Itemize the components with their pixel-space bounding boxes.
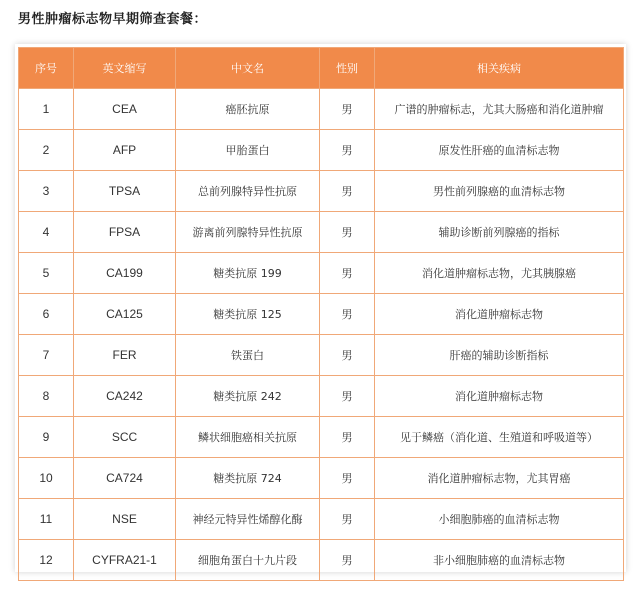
row-gender: 男 xyxy=(320,540,375,581)
marker-table xyxy=(18,47,624,581)
table-row xyxy=(19,335,624,376)
row-chinese-name: 癌胚抗原 xyxy=(176,89,320,130)
row-gender: 男 xyxy=(320,458,375,499)
row-chinese-name: 游离前列腺特异性抗原 xyxy=(176,212,320,253)
row-index: 2 xyxy=(19,130,74,171)
table-row xyxy=(19,540,624,581)
row-index: 3 xyxy=(19,171,74,212)
row-abbreviation: AFP xyxy=(74,130,176,171)
table-row xyxy=(19,417,624,458)
row-related-disease: 消化道肿瘤标志物，尤其胰腺癌 xyxy=(375,253,624,294)
row-index: 1 xyxy=(19,89,74,130)
header-abbreviation: 英文缩写 xyxy=(74,48,176,89)
row-related-disease: 广谱的肿瘤标志，尤其大肠癌和消化道肿瘤 xyxy=(375,89,624,130)
row-chinese-name: 糖类抗原 125 xyxy=(176,294,320,335)
table-row xyxy=(19,89,624,130)
table-row xyxy=(19,171,624,212)
table-row xyxy=(19,458,624,499)
row-chinese-name: 总前列腺特异性抗原 xyxy=(176,171,320,212)
row-chinese-name: 糖类抗原 724 xyxy=(176,458,320,499)
row-abbreviation: CA199 xyxy=(74,253,176,294)
row-related-disease: 肝癌的辅助诊断指标 xyxy=(375,335,624,376)
row-gender: 男 xyxy=(320,130,375,171)
table-row xyxy=(19,130,624,171)
row-abbreviation: CYFRA21-1 xyxy=(74,540,176,581)
header-gender: 性别 xyxy=(320,48,375,89)
row-chinese-name: 鳞状细胞癌相关抗原 xyxy=(176,417,320,458)
row-abbreviation: CA242 xyxy=(74,376,176,417)
row-index: 8 xyxy=(19,376,74,417)
row-abbreviation: FER xyxy=(74,335,176,376)
row-related-disease: 小细胞肺癌的血清标志物 xyxy=(375,499,624,540)
table-body xyxy=(19,89,624,581)
row-gender: 男 xyxy=(320,89,375,130)
row-index: 12 xyxy=(19,540,74,581)
header-chinese-name: 中文名 xyxy=(176,48,320,89)
table-row xyxy=(19,376,624,417)
table-header-row xyxy=(19,48,624,89)
row-chinese-name: 神经元特异性烯醇化酶 xyxy=(176,499,320,540)
row-gender: 男 xyxy=(320,294,375,335)
row-chinese-name: 甲胎蛋白 xyxy=(176,130,320,171)
header-index: 序号 xyxy=(19,48,74,89)
row-related-disease: 辅助诊断前列腺癌的指标 xyxy=(375,212,624,253)
row-gender: 男 xyxy=(320,212,375,253)
row-index: 9 xyxy=(19,417,74,458)
row-gender: 男 xyxy=(320,499,375,540)
row-abbreviation: SCC xyxy=(74,417,176,458)
row-related-disease: 非小细胞肺癌的血清标志物 xyxy=(375,540,624,581)
row-related-disease: 见于鳞癌（消化道、生殖道和呼吸道等） xyxy=(375,417,624,458)
row-index: 6 xyxy=(19,294,74,335)
table-card xyxy=(15,44,626,572)
row-chinese-name: 糖类抗原 199 xyxy=(176,253,320,294)
page-title: 男性肿瘤标志物早期筛查套餐： xyxy=(18,12,208,27)
row-abbreviation: FPSA xyxy=(74,212,176,253)
table-row xyxy=(19,499,624,540)
row-abbreviation: CA724 xyxy=(74,458,176,499)
header-related-disease: 相关疾病 xyxy=(375,48,624,89)
row-index: 7 xyxy=(19,335,74,376)
row-related-disease: 消化道肿瘤标志物 xyxy=(375,376,624,417)
row-index: 5 xyxy=(19,253,74,294)
table-row xyxy=(19,253,624,294)
row-abbreviation: TPSA xyxy=(74,171,176,212)
row-abbreviation: CA125 xyxy=(74,294,176,335)
table-row xyxy=(19,212,624,253)
row-chinese-name: 细胞角蛋白十九片段 xyxy=(176,540,320,581)
row-gender: 男 xyxy=(320,417,375,458)
row-index: 10 xyxy=(19,458,74,499)
row-gender: 男 xyxy=(320,171,375,212)
row-gender: 男 xyxy=(320,376,375,417)
row-gender: 男 xyxy=(320,335,375,376)
row-index: 11 xyxy=(19,499,74,540)
row-index: 4 xyxy=(19,212,74,253)
row-related-disease: 消化道肿瘤标志物，尤其胃癌 xyxy=(375,458,624,499)
row-gender: 男 xyxy=(320,253,375,294)
row-abbreviation: NSE xyxy=(74,499,176,540)
row-chinese-name: 铁蛋白 xyxy=(176,335,320,376)
row-related-disease: 男性前列腺癌的血清标志物 xyxy=(375,171,624,212)
table-row xyxy=(19,294,624,335)
row-related-disease: 原发性肝癌的血清标志物 xyxy=(375,130,624,171)
row-abbreviation: CEA xyxy=(74,89,176,130)
row-related-disease: 消化道肿瘤标志物 xyxy=(375,294,624,335)
row-chinese-name: 糖类抗原 242 xyxy=(176,376,320,417)
